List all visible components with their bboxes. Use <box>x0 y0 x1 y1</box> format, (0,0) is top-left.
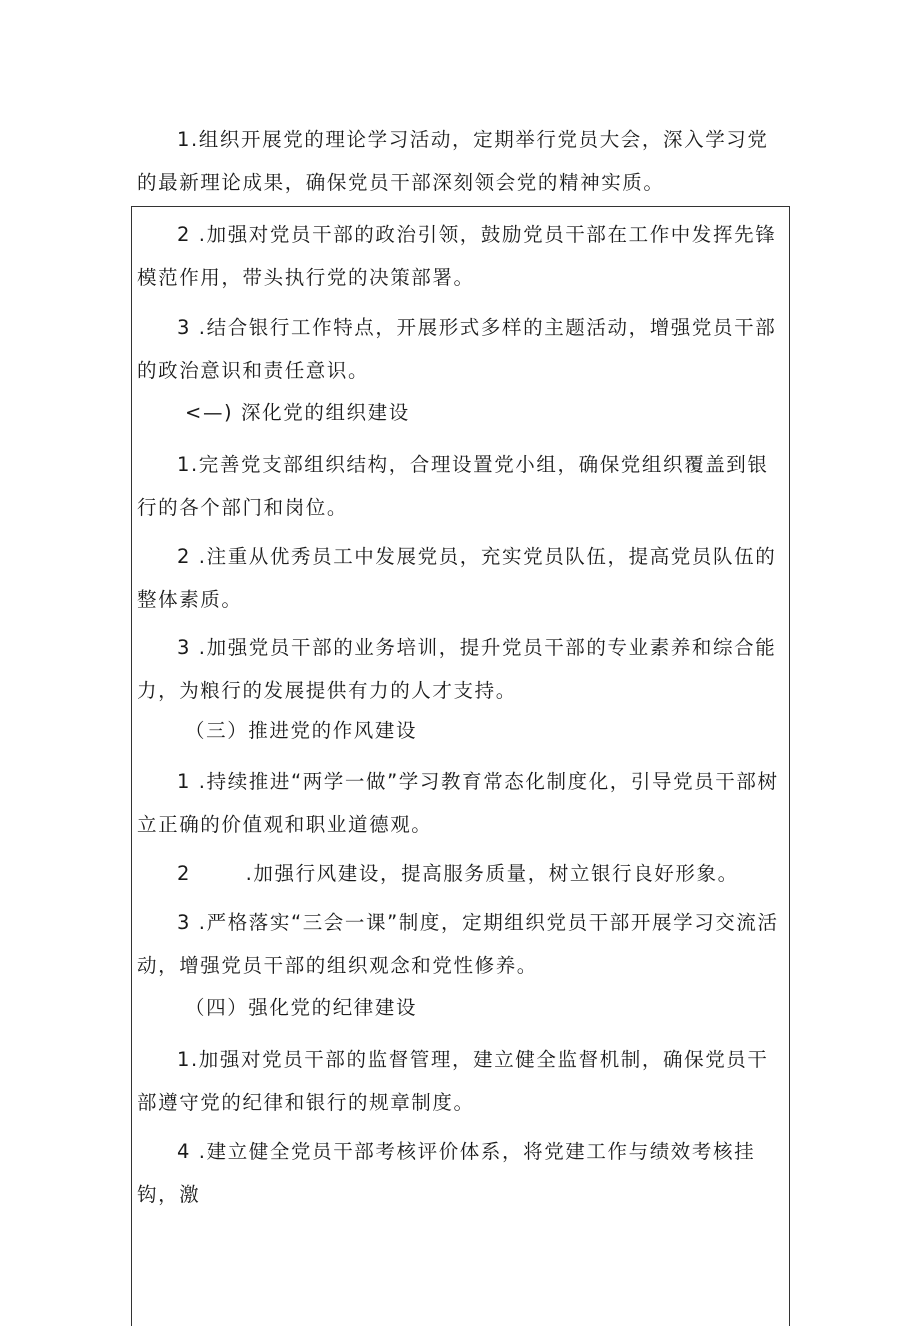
paragraph-1: 1.组织开展党的理论学习活动，定期举行党员大会，深入学习党的最新理论成果，确保党员干部深刻领会党的精神实质。 <box>137 128 769 194</box>
section-heading-2: <—) 深化党的组织建设 <box>185 401 410 424</box>
paragraph-6: 3 .加强党员干部的业务培训，提升党员干部的专业素养和综合能力，为粮行的发展提供有力的人才支持。 <box>137 636 777 702</box>
paragraph-10: 1.加强对党员干部的监督管理，建立健全监督机制，确保党员干部遵守党的纪律和银行的规章制度。 <box>137 1048 769 1114</box>
paragraph-11: 4 .建立健全党员干部考核评价体系，将党建工作与绩效考核挂钩，激 <box>137 1140 756 1206</box>
paragraph-9: 3 .严格落实“三会一课”制度，定期组织党员干部开展学习交流活动，增强党员干部的组织观念和党性修养。 <box>137 911 779 977</box>
paragraph-4: 1.完善党支部组织结构，合理设置党小组，确保党组织覆盖到银行的各个部门和岗位。 <box>137 453 769 519</box>
paragraph-7: 1 .持续推进“两学一做”学习教育常态化制度化，引导党员干部树立正确的价值观和职业道德观。 <box>137 770 779 836</box>
paragraph-5: 2 .注重从优秀员工中发展党员，充实党员队伍，提高党员队伍的整体素质。 <box>137 545 777 611</box>
paragraph-2: 2 .加强对党员干部的政治引领，鼓励党员干部在工作中发挥先锋模范作用，带头执行党的决策部署。 <box>137 223 777 289</box>
section-heading-3: （三）推进党的作风建设 <box>185 719 418 742</box>
paragraph-8: 2 .加强行风建设，提高服务质量，树立银行良好形象。 <box>177 862 739 885</box>
section-heading-4: （四）强化党的纪律建设 <box>185 996 418 1019</box>
paragraph-3: 3 .结合银行工作特点，开展形式多样的主题活动，增强党员干部的政治意识和责任意识。 <box>137 316 777 382</box>
